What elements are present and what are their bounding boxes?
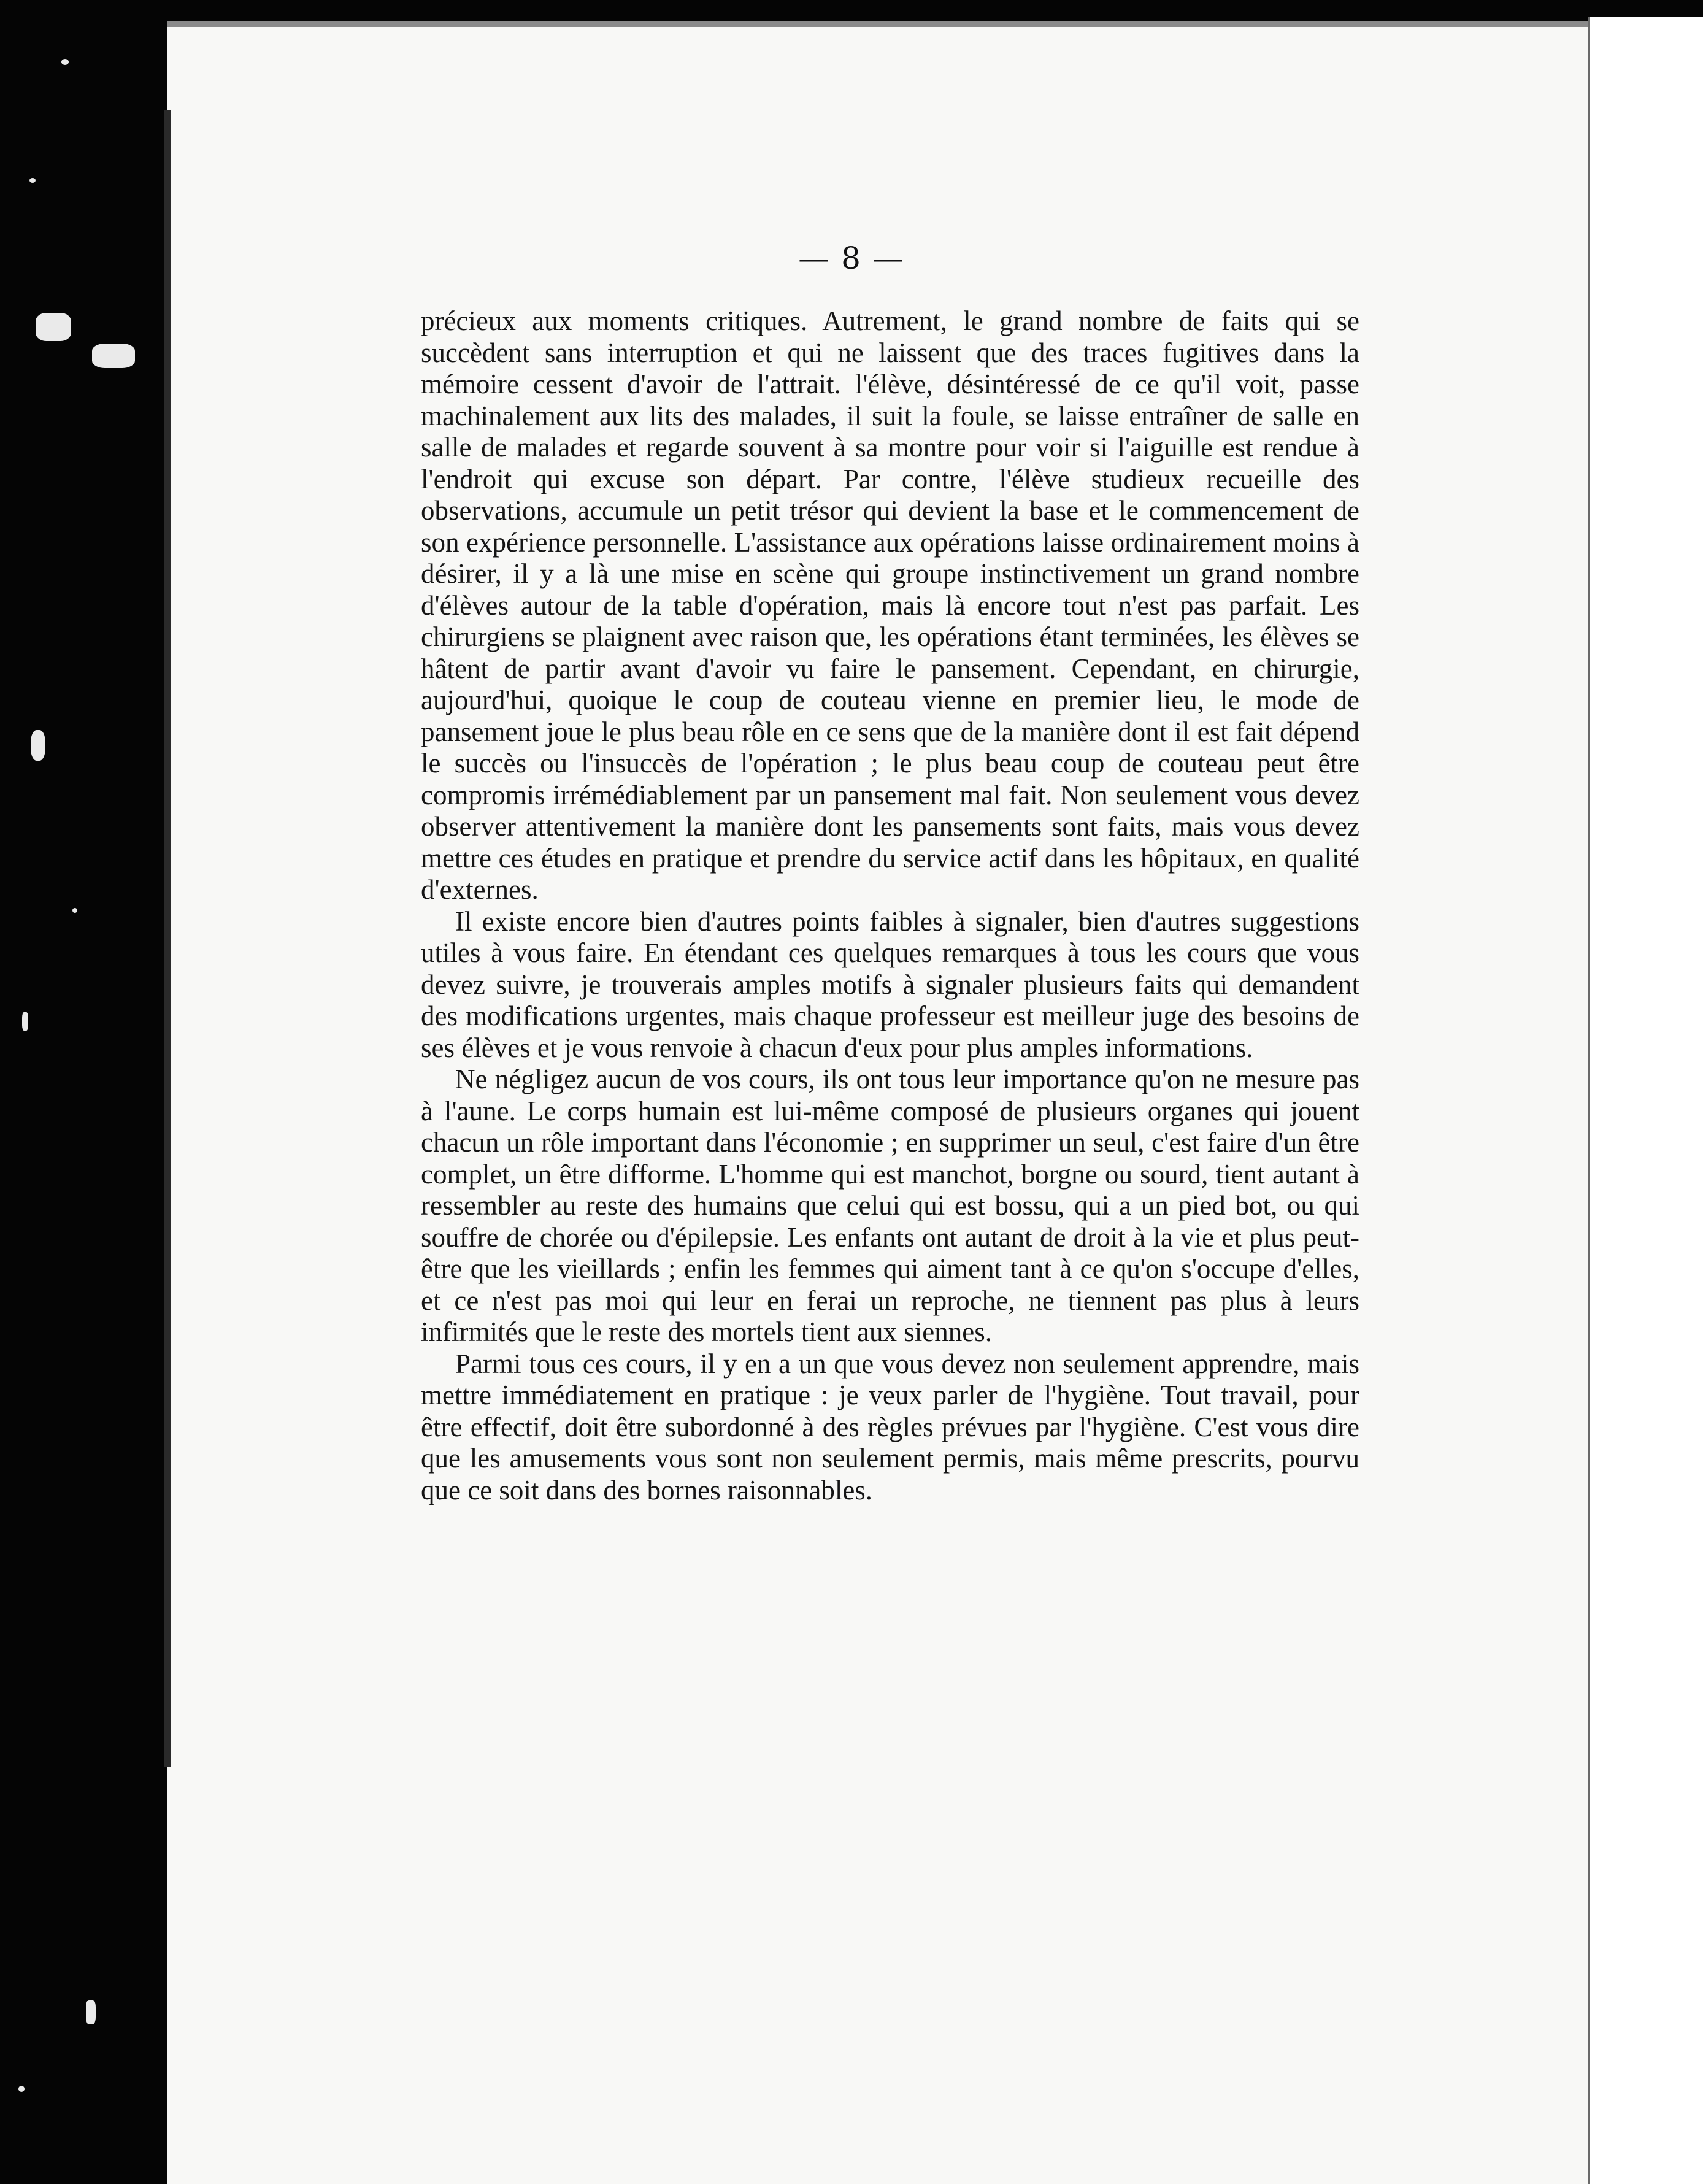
scan-speck [72, 908, 77, 913]
page-left-edge [164, 110, 171, 1767]
body-text [421, 306, 1359, 1506]
scan-speck [31, 730, 45, 761]
paragraph-1: précieux aux moments critiques. Autrement, le grand nombre de faits qui se succèdent sans interruption et qui ne laissent que des traces fugitives dans la mémoire cessent d'avoir de l'attrait. l'élève, désintéressé de ce qu'il voit, passe machinalement aux lits des malades, il suit la foule, se laisse entraîner de salle en salle de malades et regarde souvent à sa montre pour voir si l'aiguille est rendue à l'endroit qui excuse son départ. Par contre, l'élève studieux recueille des observations, accumule un petit trésor qui devient la base et le commencement de son expérience personnelle. L'assistance aux opérations laisse ordinairement moins à désirer, il y a là une mise en scène qui groupe instinctivement un grand nombre d'élèves autour de la table d'opération, mais là encore tout n'est pas parfait. Les chirurgiens se plaignent avec raison que, les opérations étant terminées, les élèves se hâtent de partir avant d'avoir vu faire le pansement. Cependant, en chirurgie, aujourd'hui, quoique le coup de couteau vienne en premier lieu, le mode de pansement joue le plus beau rôle en ce sens que de la manière dont il est fait dépend le succès ou l'insuccès de l'opération ; le plus beau coup de couteau peut être compromis irrémédiablement par un pansement mal fait. Non seulement vous devez observer attentivement la manière dont les pansements sont faits, mais vous devez mettre ces études en pratique et prendre du service actif dans les hôpitaux, en qualité d'externes. [421, 306, 1359, 905]
page-number: — 8 — [798, 240, 905, 276]
page-top-edge [167, 21, 1590, 27]
scan-speck [22, 1012, 28, 1031]
scan-speck [92, 344, 135, 368]
paragraph-4: Parmi tous ces cours, il y en a un que vous devez non seulement apprendre, mais mettre immédiatement en pratique : je veux parler de l'hygiène. Tout travail, pour être effectif, doit être subordonné à des règles prévues par l'hygiène. C'est vous dire que les amusements vous sont non seulement permis, mais même prescrits, pourvu que ce soit dans des bornes raisonnables. [421, 1348, 1359, 1505]
right-margin [1590, 17, 1703, 2184]
page-fold-line [1588, 17, 1590, 2184]
scan-speck [61, 59, 69, 65]
scan-speck [29, 178, 36, 183]
scan-speck [36, 313, 71, 341]
paragraph-3: Ne négligez aucun de vos cours, ils ont tous leur importance qu'on ne mesure pas à l'aune. Le corps humain est lui-même composé de plusieurs organes qui jouent chacun un rôle important dans l'économie ; en supprimer un seul, c'est faire d'un être complet, un être difforme. L'homme qui est manchot, borgne ou sourd, tient autant à ressembler au reste des humains que celui qui est bossu, qui a un pied bot, ou qui souffre de chorée ou d'épilepsie. Les enfants ont autant de droit à la vie et plus peut-être que les vieillards ; enfin les femmes qui aiment tant à ce qu'on s'occupe d'elles, et ce n'est pas moi qui leur en ferai un reproche, ne tiennent pas plus à leurs infirmités que le reste des mortels tient aux siennes. [421, 1064, 1359, 1347]
scan-speck [86, 2000, 96, 2024]
paragraph-2: Il existe encore bien d'autres points faibles à signaler, bien d'autres suggestions utiles à vous faire. En étendant ces quelques remarques à tous les cours que vous devez suivre, je trouverais amples motifs à signaler plusieurs faits qui demandent des modifications urgentes, mais chaque professeur est meilleur juge des besoins de ses élèves et je vous renvoie à chacun d'eux pour plus amples informations. [421, 906, 1359, 1063]
scan-speck [18, 2086, 25, 2092]
